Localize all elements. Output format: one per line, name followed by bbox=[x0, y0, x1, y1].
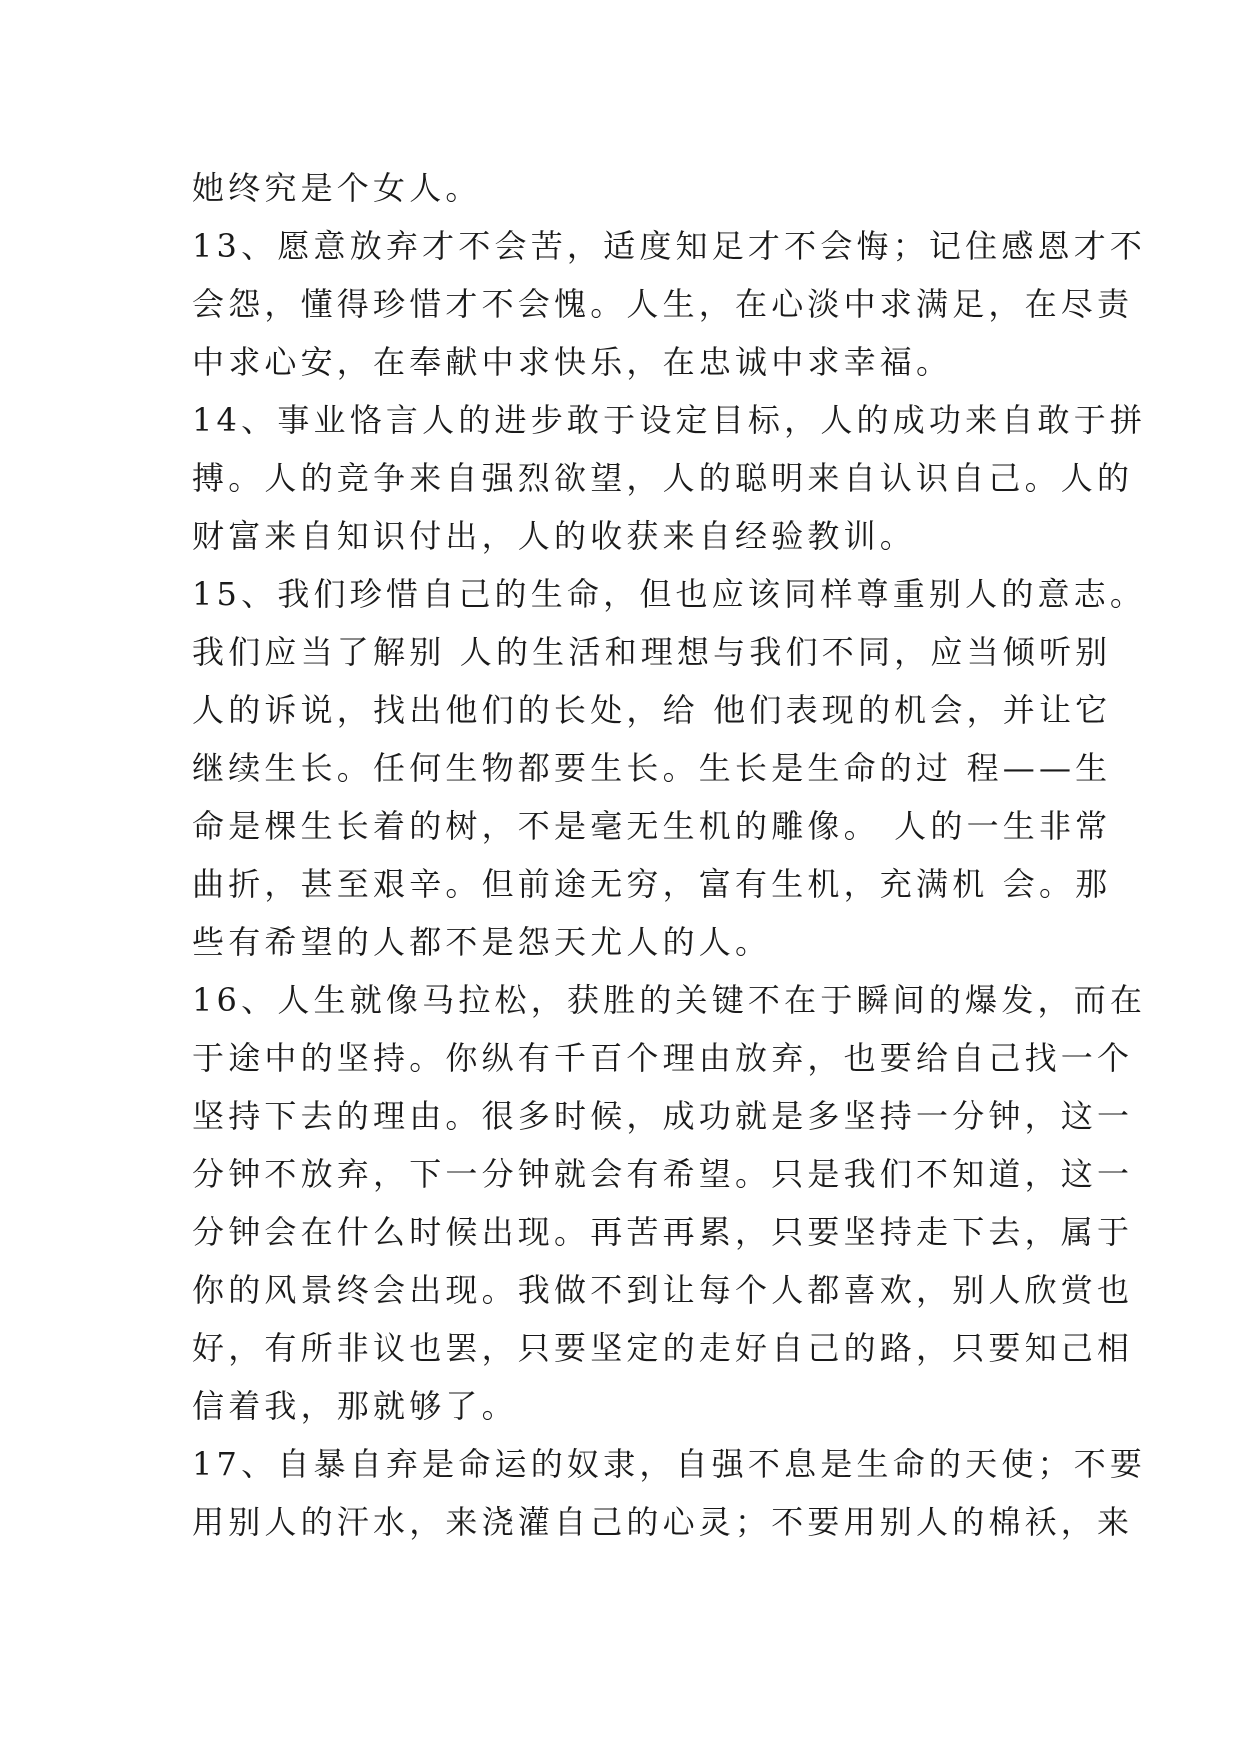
text-line: 人的诉说，找出他们的长处，给 他们表现的机会，并让它 bbox=[192, 691, 1112, 729]
text-line: 14、事业恪言人的进步敢于设定目标，人的成功来自敢于拼 bbox=[192, 401, 1147, 439]
text-line: 于途中的坚持。你纵有千百个理由放弃，也要给自己找一个 bbox=[192, 1039, 1134, 1077]
text-line: 分钟不放弃，下一分钟就会有希望。只是我们不知道，这一 bbox=[192, 1155, 1134, 1193]
text-line: 13、愿意放弃才不会苦，适度知足才不会悔；记住感恩才不 bbox=[192, 227, 1147, 265]
text-line: 继续生长。任何生物都要生长。生长是生命的过 程——生 bbox=[192, 749, 1112, 787]
text-line: 些有希望的人都不是怨天尤人的人。 bbox=[192, 923, 772, 961]
text-line: 17、自暴自弃是命运的奴隶，自强不息是生命的天使；不要 bbox=[192, 1445, 1147, 1483]
text-line: 分钟会在什么时候出现。再苦再累，只要坚持走下去，属于 bbox=[192, 1213, 1134, 1251]
text-line: 好，有所非议也罢，只要坚定的走好自己的路，只要知己相 bbox=[192, 1329, 1134, 1367]
text-line: 她终究是个女人。 bbox=[192, 169, 482, 207]
text-line: 坚持下去的理由。很多时候，成功就是多坚持一分钟，这一 bbox=[192, 1097, 1134, 1135]
text-line: 用别人的汗水，来浇灌自己的心灵；不要用别人的棉袄，来 bbox=[192, 1503, 1134, 1541]
text-line: 命是棵生长着的树，不是毫无生机的雕像。 人的一生非常 bbox=[192, 807, 1112, 845]
text-line: 曲折，甚至艰辛。但前途无穷，富有生机，充满机 会。那 bbox=[192, 865, 1112, 903]
text-line: 中求心安，在奉献中求快乐，在忠诚中求幸福。 bbox=[192, 343, 953, 381]
text-line: 会怨，懂得珍惜才不会愧。人生，在心淡中求满足，在尽责 bbox=[192, 285, 1134, 323]
text-line: 你的风景终会出现。我做不到让每个人都喜欢，别人欣赏也 bbox=[192, 1271, 1134, 1309]
text-line: 15、我们珍惜自己的生命，但也应该同样尊重别人的意志。 bbox=[192, 575, 1147, 613]
text-line: 财富来自知识付出，人的收获来自经验教训。 bbox=[192, 517, 917, 555]
text-line: 搏。人的竞争来自强烈欲望，人的聪明来自认识自己。人的 bbox=[192, 459, 1134, 497]
text-line: 信着我，那就够了。 bbox=[192, 1387, 518, 1425]
text-line: 16、人生就像马拉松，获胜的关键不在于瞬间的爆发，而在 bbox=[192, 981, 1147, 1019]
text-line: 我们应当了解别 人的生活和理想与我们不同，应当倾听别 bbox=[192, 633, 1112, 671]
